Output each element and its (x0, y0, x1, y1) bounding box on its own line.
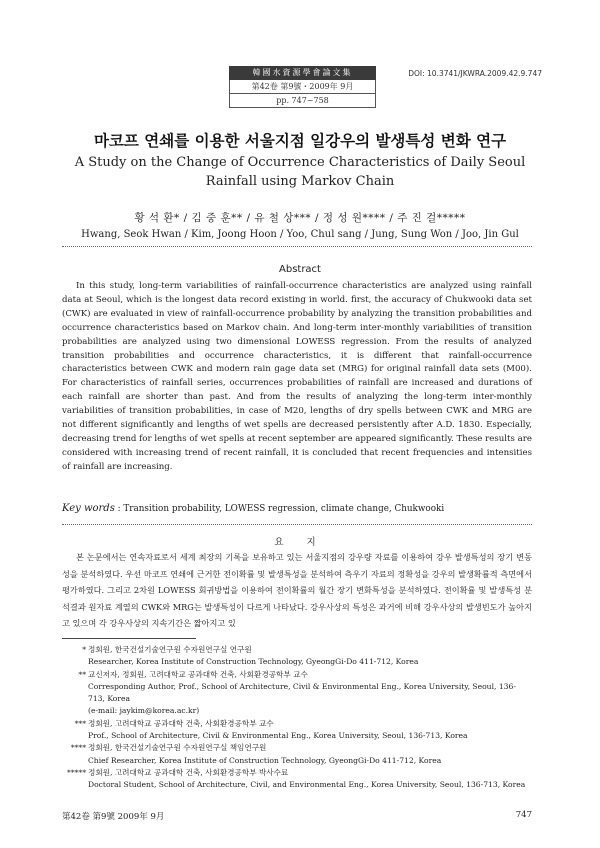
footnote-korean: 정회원, 고려대학교 공과대학 건축, 사회환경공학부 박사수료 (88, 767, 289, 777)
footnote-mark: **** (70, 743, 86, 753)
footnote-mark: ** (78, 669, 86, 679)
divider (62, 246, 532, 247)
divider (62, 524, 532, 525)
journal-name: 韓國水資源學會論文集 (229, 66, 376, 80)
journal-pages: pp. 747~758 (229, 94, 376, 108)
keywords (62, 503, 532, 514)
footnote-english: Researcher, Korea Institute of Construction Technology, GyeongGi-Do 411-712, Korea (88, 657, 419, 667)
footnote-divider (62, 638, 196, 639)
footnote-english: Doctoral Student, School of Architecture, Civil, and Environmental Eng., Korea University, Seoul, 136-713, Korea (88, 780, 526, 790)
authors-english: Hwang, Seok Hwan / Kim, Joong Hoon / Yoo, Chul sang / Jung, Sung Won / Joo, Jin Gul (81, 229, 519, 240)
keywords-text: : Transition probability, LOWESS regression, climate change, Chukwooki (117, 504, 445, 514)
footnote-mark: ***** (67, 767, 86, 777)
footnotes (62, 644, 532, 792)
abstract-heading: Abstract (279, 264, 321, 275)
footnote-item (62, 669, 532, 718)
abstract-body (62, 280, 532, 475)
keywords-label: Key words (62, 503, 115, 514)
footnote-mark: * (82, 645, 86, 654)
doi: DOI: 10.3741/JKWRA.2009.42.9.747 (408, 69, 542, 78)
footnote-korean: 교신저자, 정회원, 고려대학교 공과대학 건축, 사회환경공학부 교수 (88, 669, 308, 679)
summary-body (62, 549, 532, 632)
footnote-mark: *** (74, 718, 86, 728)
title-english: A Study on the Change of Occurrence Characteristics of Daily Seoul Rainfall using Markov Chain (74, 155, 526, 189)
footnote-item (62, 742, 532, 767)
footnote-email: (e-mail: jaykim@korea.ac.kr) (88, 706, 200, 716)
footnote-korean: 정회원, 한국건설기술연구원 수자원연구실 연구원 (88, 645, 252, 654)
title-korean: 마코프 연쇄를 이용한 서울지점 일강우의 발생특성 변화 연구 (93, 132, 507, 150)
footnote-korean: 정회원, 한국건설기술연구원 수자원연구실 책임연구원 (88, 743, 267, 753)
authors-korean: 황 석 환* / 김 중 훈** / 유 철 상*** / 정 성 원**** / 주 진 걸***** (134, 212, 466, 224)
footnote-korean: 정회원, 고려대학교 공과대학 건축, 사회환경공학부 교수 (88, 718, 274, 728)
footnote-item (62, 644, 532, 669)
footer-journal-issue: 第42卷 第9號 2009年 9月 (62, 812, 165, 822)
footnote-item (62, 767, 532, 792)
page-number: 747 (515, 810, 532, 820)
journal-volume-issue: 第42卷 第9號・2009年 9月 (229, 80, 376, 94)
footnote-english: Corresponding Author, Prof., School of Architecture, Civil & Environmental Eng., Korea University, Seoul, 136-713, Korea (88, 681, 516, 704)
journal-info-box (229, 66, 376, 108)
footnote-english: Chief Researcher, Korea Institute of Construction Technology, GyeongGi-Do 411-712, Korea (88, 755, 442, 765)
footnote-item (62, 718, 532, 743)
abstract-paragraph: In this study, long-term variabilities of rainfall-occurrence characteristics are analyzed using rainfall data at Seoul, which is the longest data record existing in world. first, the accuracy of Chukwooki data set (CWK) are evaluated in view of rainfall-occurrence probability by analyzing the transition probabilities and occurrence characteristics based on Markov chain. And long-term inter-monthly variabilities of transition probabilities are analyzed using two dimensional LOWESS regression. From the results of analyzed transition probabilities and occurrence characteristics, it is different that rainfall-occurrence characteristics between CWK and modern rain gage data set (MRG) for original rainfall data sets (M00). For characteristics of rainfall series, occurrences probabilities of rainfall are increased and durations of each rainfall are shorter than past. And from the results of analyzing the long-term inter-monthly variabilities of transition probabilities, in case of M20, lengths of dry spells between CWK and MRG are not different significantly and lengths of wet spells are decreased persistently after A.D. 1830. Especially, decreasing trend for lengths of wet spells at recent september are appeared significantly. These results are considered with increasing trend of recent rainfall, it is concluded that recent frequencies and intensities of rainfall are increasing. (62, 281, 532, 472)
footnote-english: Prof., School of Architecture, Civil & Environmental Eng., Korea University, Seoul, 136-713, Korea (88, 731, 468, 741)
summary-heading: 요 지 (274, 537, 326, 548)
summary-paragraph: 본 논문에서는 연속자료로서 세계 최장의 기록을 보유하고 있는 서울지점의 강우량 자료를 이용하여 강우 발생특성의 장기 변동성을 분석하였다. 우선 마코프 연쇄에 근거한 전이확률 및 발생특성을 분석하여 측우기 자료의 정확성을 강우의 발생확률적 측면에서 평가하였다. 그리고 2차원 LOWESS 회귀방법을 이용하여 전이확률의 월간 장기 변화특성을 분석하였다. 전이확률 및 발생특성 분석결과 원자료 계열의 CWK와 MRG는 발생특성이 다르게 나타났다. 강우사상의 특성은 과거에 비해 강우사상의 발생빈도가 높아지고 있으며 각 강우사상의 지속기간은 짧아지고 있 (62, 552, 532, 629)
